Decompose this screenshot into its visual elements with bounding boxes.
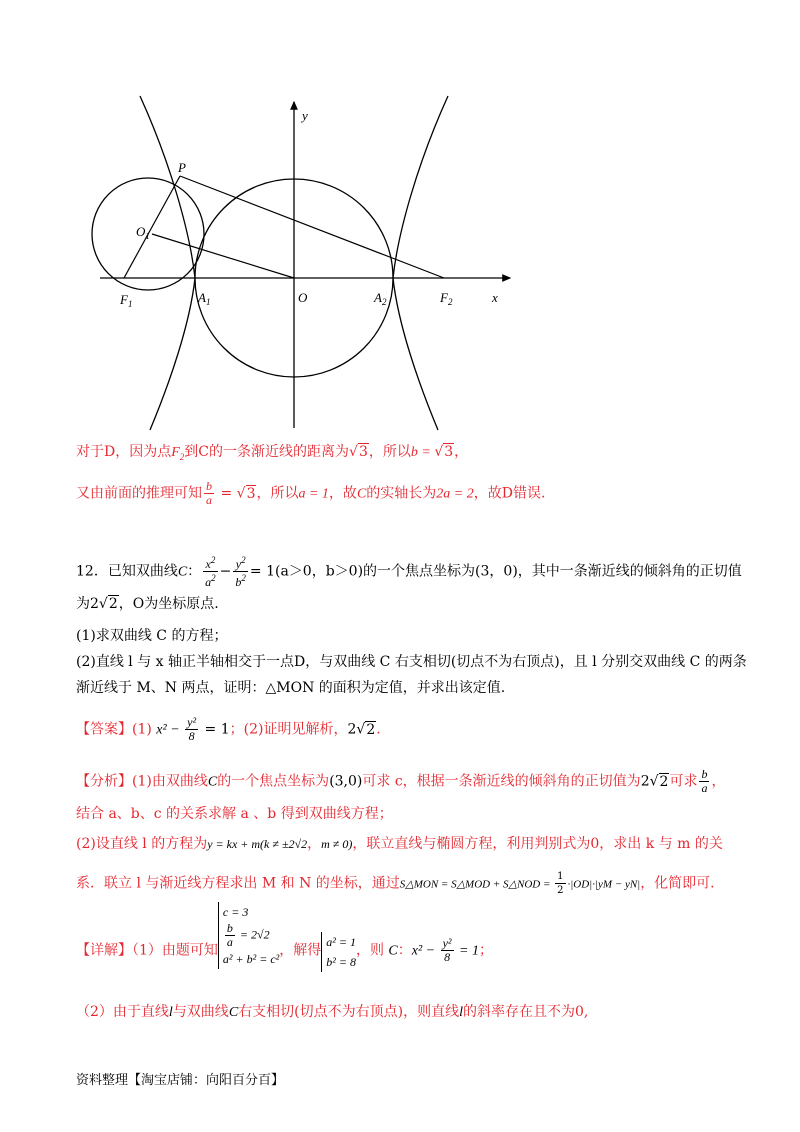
label-p: P (178, 160, 186, 175)
segment-pf2 (180, 176, 444, 278)
hyperbola-figure (80, 92, 520, 432)
question-12-stem-line2: 为2√2，O为坐标原点. (76, 596, 219, 612)
label-o1: $O_1$ (136, 224, 150, 241)
solution-d-line1: 对于D，因为点$F_2$到C的一条渐近线的距离为√3，所以b = √3， (76, 444, 469, 462)
question-12-stem-line1: 12．已知双曲线C： $\frac{x^2}{a^2}$ − $\frac{y^2}{b^2}$ = 1(a＞0，b＞0)的一个焦点坐标为(3，0)，其中一条渐近线的倾斜角的正切值 (76, 555, 742, 589)
footer-text: 资料整理【淘宝店铺：向阳百分百】 (76, 1073, 285, 1088)
label-o: O (298, 290, 308, 305)
detail-line2: （2）由于直线l与双曲线C右支相切(切点不为右顶点)，则直线l的斜率存在且不为0, (76, 1004, 589, 1020)
question-12-part2-line2: 渐近线于 M、N 两点，证明：△MON 的面积为定值，并求出该定值. (76, 680, 506, 696)
hyperbola-left-branch (140, 96, 195, 430)
label-f2: $F_2$ (440, 290, 453, 307)
analysis-line2: 结合 a、b、c 的关系求解 a 、b 得到双曲线方程； (76, 806, 393, 822)
solution-d-line2: 又由前面的推理可知 $\frac{b}{a}$ = √3，所以a = 1，故C的实轴长为2a = 2，故D错误. (76, 479, 546, 507)
question-12-part2-line1: (2)直线 l 与 x 轴正半轴相交于一点D，与双曲线 C 右支相切(切点不为右顶点)，且 l 分别交双曲线 C 的两条 (76, 654, 747, 670)
label-a1: $A_1$ (198, 290, 211, 307)
label-y: y (302, 108, 308, 123)
label-x: x (492, 290, 498, 305)
question-12-part1: (1)求双曲线 C 的方程； (76, 628, 228, 644)
answer-line: 【答案】(1) x² − $\frac{\text{y²}}{8}$ = 1；(2)证明见解析，2√2. (76, 715, 381, 743)
analysis-line1: 【分析】(1)由双曲线C的一个焦点坐标为(3,0)可求 c，根据一条渐近线的倾斜角的正切值为2√2可求 $\frac{b}{a}$ ， (76, 767, 726, 795)
label-f1: $F_1$ (120, 292, 133, 309)
detail-line1: 【详解】（1）由题可知 c = 3 $\frac{b}{a}$ = 2√2 a² + b² = c² ，解得 a² = 1 b² = 8 ，则 C：x² − $\frac{\text{y²}}{8}$ = 1； (76, 932, 493, 972)
segment-pf1 (124, 176, 180, 278)
hyperbola-right-branch (393, 96, 448, 430)
analysis-line4: 系．联立 l 与渐近线方程求出 M 和 N 的坐标，通过S△MON = S△MOD + S△NOD = $\frac{1}{2}$ ·|OD|·|yM − yN|，化简即可. (76, 871, 715, 896)
label-a2: $A_2$ (374, 290, 387, 307)
analysis-line3: (2)设直线 l 的方程为y = kx + m(k ≠ ±2√2，m ≠ 0)，联立直线与椭圆方程，利用判别式为0，求出 k 与 m 的关 (76, 836, 723, 852)
segment-o1o (152, 234, 294, 278)
